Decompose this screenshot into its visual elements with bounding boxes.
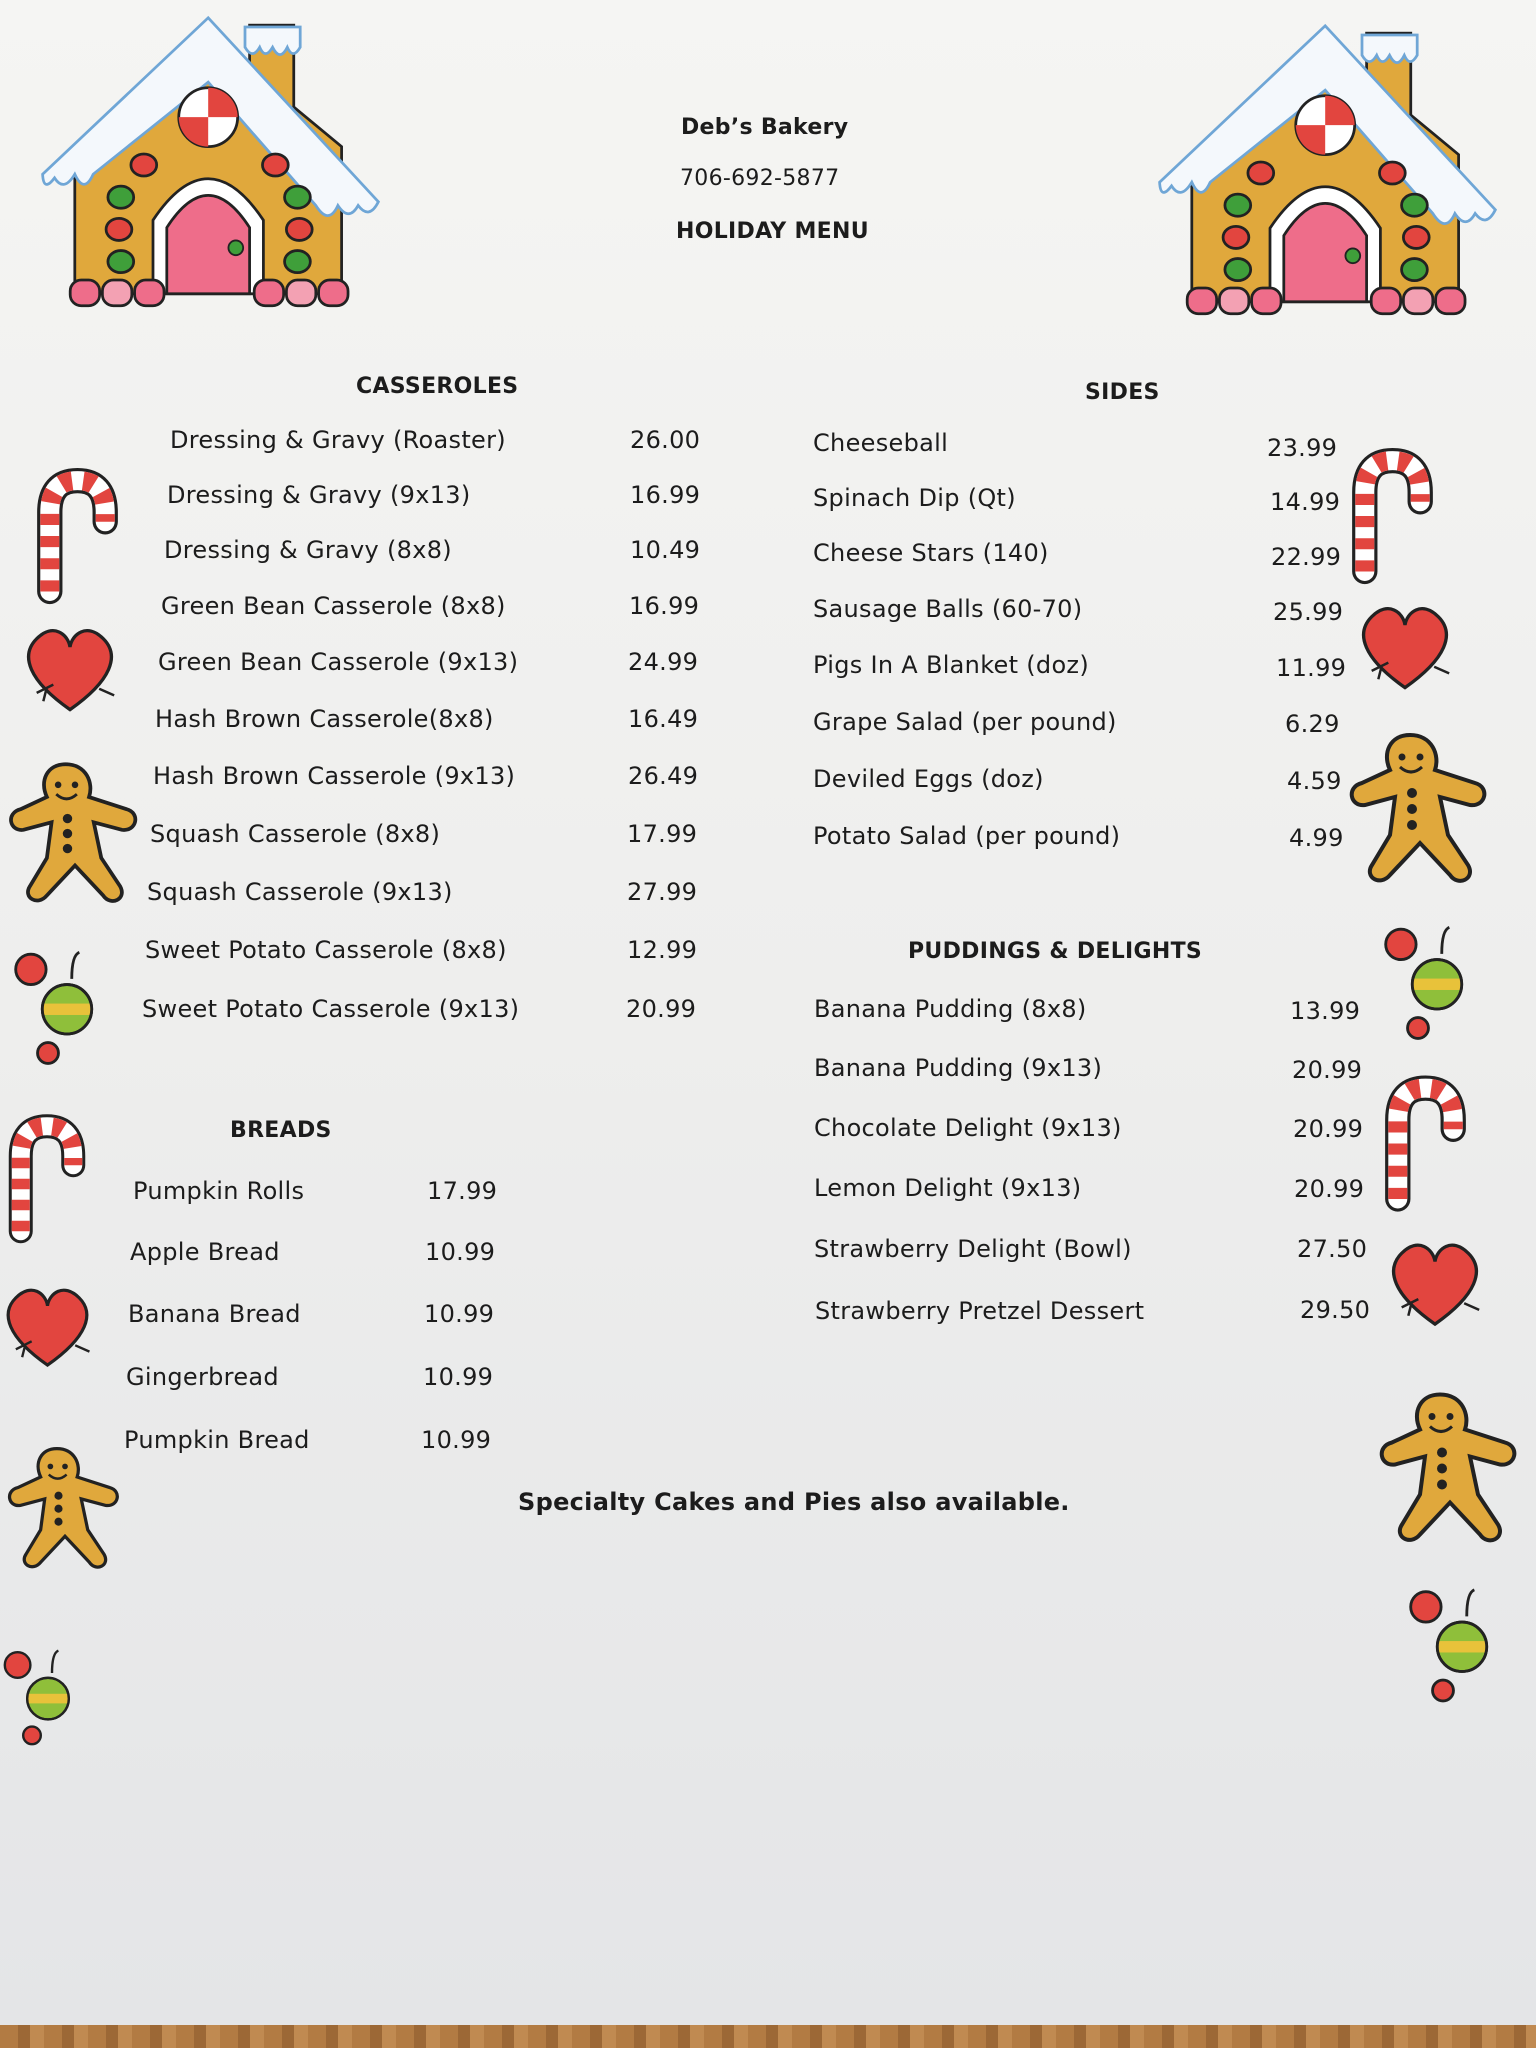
casserole-item-name: Squash Casserole (9x13) (147, 878, 453, 906)
casserole-item-price: 27.99 (627, 878, 698, 906)
side-item-price: 25.99 (1273, 598, 1344, 626)
pudding-item-price: 20.99 (1294, 1175, 1365, 1203)
bread-item-price: 10.99 (424, 1300, 495, 1328)
casserole-item-price: 16.49 (628, 705, 699, 733)
phone-number: 706-692-5877 (680, 166, 840, 191)
side-item-name: Cheese Stars (140) (813, 539, 1049, 567)
gingerbread-man-icon (1370, 1372, 1530, 1567)
candy-cane-icon (1378, 1065, 1473, 1230)
gingerbread-man-icon (0, 752, 150, 917)
casserole-item-price: 20.99 (626, 995, 697, 1023)
bread-item-price: 10.99 (425, 1238, 496, 1266)
pudding-item-price: 20.99 (1293, 1115, 1364, 1143)
ornament-icon (0, 1615, 80, 1775)
bread-item-price: 17.99 (427, 1177, 498, 1205)
casserole-item-price: 17.99 (627, 820, 698, 848)
casserole-item-name: Dressing & Gravy (9x13) (167, 481, 471, 509)
side-item-name: Pigs In A Blanket (doz) (813, 651, 1089, 679)
heart-icon (1385, 1232, 1485, 1337)
bread-item-name: Apple Bread (130, 1238, 280, 1266)
casserole-item-name: Squash Casserole (8x8) (150, 820, 441, 848)
casserole-item-name: Sweet Potato Casserole (9x13) (142, 995, 520, 1023)
gingerbread-house-icon (1155, 8, 1500, 338)
puddings-heading: PUDDINGS & DELIGHTS (908, 939, 1203, 964)
ornament-icon (10, 930, 105, 1080)
pudding-item-price: 13.99 (1290, 997, 1361, 1025)
pudding-item-name: Chocolate Delight (9x13) (814, 1114, 1122, 1142)
casserole-item-name: Green Bean Casserole (8x8) (161, 592, 506, 620)
candy-cane-icon (2, 1100, 92, 1265)
bread-item-name: Gingerbread (126, 1363, 279, 1391)
casserole-item-name: Sweet Potato Casserole (8x8) (145, 936, 507, 964)
casserole-item-name: Green Bean Casserole (9x13) (158, 648, 519, 676)
pudding-item-name: Lemon Delight (9x13) (814, 1174, 1082, 1202)
side-item-name: Cheeseball (813, 429, 949, 457)
bread-item-price: 10.99 (421, 1426, 492, 1454)
candy-cane-icon (30, 465, 125, 615)
bread-item-name: Pumpkin Rolls (133, 1177, 305, 1205)
heart-icon (20, 620, 120, 720)
heart-icon (0, 1275, 95, 1380)
bread-item-price: 10.99 (423, 1363, 494, 1391)
side-item-name: Grape Salad (per pound) (813, 708, 1117, 736)
menu-title: HOLIDAY MENU (676, 219, 869, 244)
pudding-item-price: 29.50 (1300, 1296, 1371, 1324)
casserole-item-price: 26.49 (628, 762, 699, 790)
side-item-name: Sausage Balls (60-70) (813, 595, 1083, 623)
pudding-item-price: 27.50 (1297, 1235, 1368, 1263)
ornament-icon (1380, 905, 1475, 1055)
side-item-price: 14.99 (1270, 488, 1341, 516)
side-item-price: 6.29 (1285, 710, 1340, 738)
pudding-item-name: Strawberry Delight (Bowl) (814, 1235, 1132, 1263)
breads-heading: BREADS (230, 1118, 332, 1143)
side-item-price: 4.59 (1287, 767, 1342, 795)
gingerbread-man-icon (1340, 725, 1500, 895)
pudding-item-name: Banana Pudding (8x8) (814, 995, 1087, 1023)
pudding-item-name: Banana Pudding (9x13) (814, 1054, 1103, 1082)
casserole-item-price: 26.00 (630, 426, 701, 454)
casserole-item-price: 16.99 (630, 481, 701, 509)
wooden-table-edge (0, 2025, 1536, 2048)
casserole-item-price: 10.49 (630, 536, 701, 564)
heart-icon (1355, 598, 1455, 698)
side-item-price: 23.99 (1267, 434, 1338, 462)
casserole-item-price: 24.99 (628, 648, 699, 676)
side-item-name: Potato Salad (per pound) (813, 822, 1121, 850)
sides-heading: SIDES (1085, 380, 1160, 405)
casserole-item-name: Dressing & Gravy (Roaster) (170, 426, 506, 454)
candy-cane-icon (1345, 445, 1440, 595)
business-name: Deb’s Bakery (681, 115, 849, 140)
bread-item-name: Banana Bread (128, 1300, 301, 1328)
side-item-price: 4.99 (1289, 824, 1344, 852)
side-item-price: 11.99 (1276, 654, 1347, 682)
casserole-item-name: Hash Brown Casserole (9x13) (153, 762, 516, 790)
casseroles-heading: CASSEROLES (356, 374, 519, 399)
casserole-item-price: 12.99 (627, 936, 698, 964)
side-item-price: 22.99 (1271, 543, 1342, 571)
casserole-item-name: Hash Brown Casserole(8x8) (155, 705, 494, 733)
gingerbread-house-icon (38, 0, 383, 330)
ornament-icon (1405, 1565, 1500, 1720)
footer-note: Specialty Cakes and Pies also available. (518, 1488, 1070, 1516)
bread-item-name: Pumpkin Bread (124, 1426, 310, 1454)
side-item-name: Deviled Eggs (doz) (813, 765, 1044, 793)
pudding-item-name: Strawberry Pretzel Dessert (815, 1297, 1145, 1325)
gingerbread-man-icon (0, 1412, 130, 1607)
casserole-item-name: Dressing & Gravy (8x8) (164, 536, 452, 564)
pudding-item-price: 20.99 (1292, 1056, 1363, 1084)
casserole-item-price: 16.99 (629, 592, 700, 620)
side-item-name: Spinach Dip (Qt) (813, 484, 1016, 512)
